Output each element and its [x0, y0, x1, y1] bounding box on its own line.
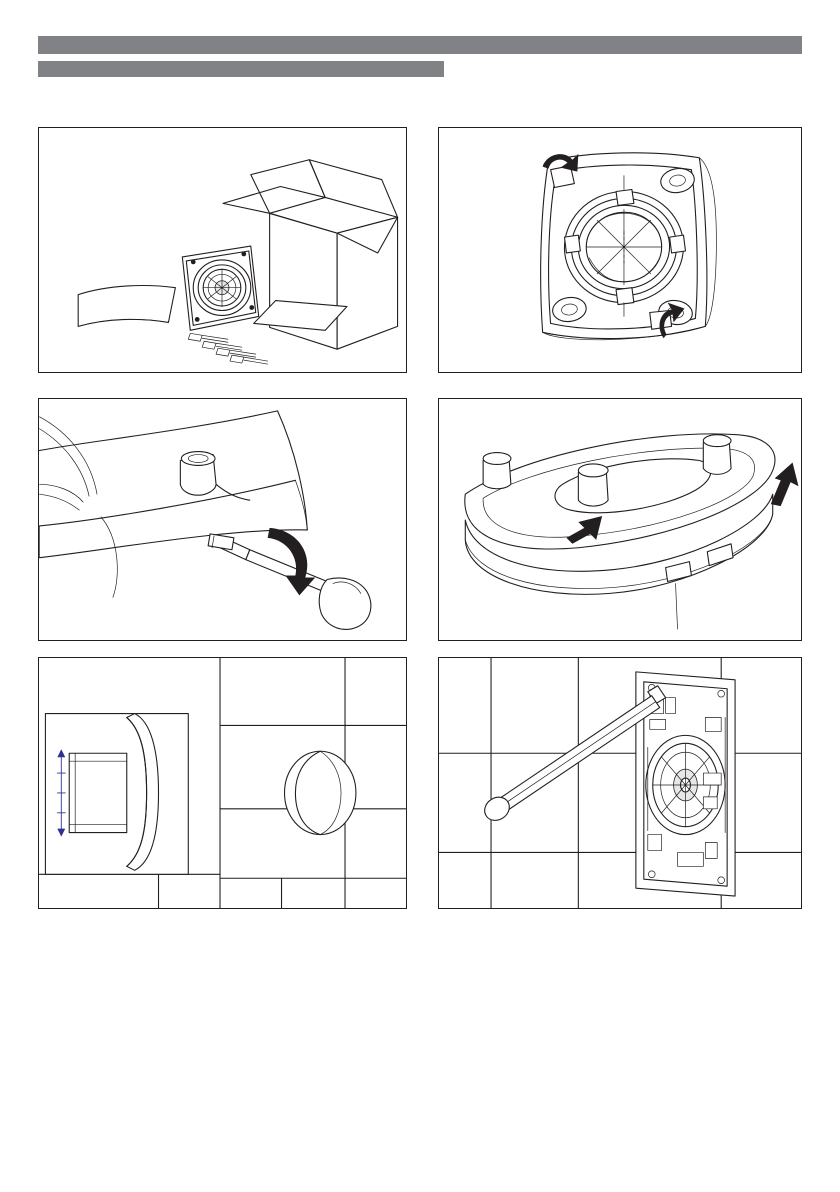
manual-sheet [78, 286, 175, 327]
figure-1-illustration [39, 128, 406, 372]
figure-6-illustration [439, 658, 801, 908]
figure-3-illustration [39, 399, 406, 640]
title-bar [38, 36, 802, 54]
figure-2-illustration [439, 128, 801, 372]
lift-arrow-right [771, 462, 799, 506]
fixing-screws-pack [188, 333, 267, 364]
figure-3-screwdriver-lever [38, 398, 407, 641]
detail-inset [45, 714, 188, 875]
cover-boss-right [703, 435, 731, 475]
figure-5-wall-fitting [38, 657, 407, 909]
duct-hole [285, 751, 356, 834]
fan-faceplate [182, 246, 258, 330]
figure-6-backplate-fixing [438, 657, 802, 909]
figure-2-cover-release [438, 127, 802, 373]
latch-tab [208, 534, 234, 550]
fan-edge-closeup [40, 411, 308, 597]
impeller-arc [40, 417, 98, 510]
figure-4-illustration [439, 399, 801, 640]
cover-boss-centre [578, 464, 608, 506]
tiled-wall [439, 658, 800, 908]
figure-5-illustration [39, 658, 406, 908]
instruction-leaflet [254, 301, 347, 331]
cover-boss-left [483, 453, 511, 489]
figure-4-cover-lift [438, 398, 802, 641]
subtitle-bar [38, 61, 444, 77]
figure-1-unpacking [38, 127, 407, 373]
